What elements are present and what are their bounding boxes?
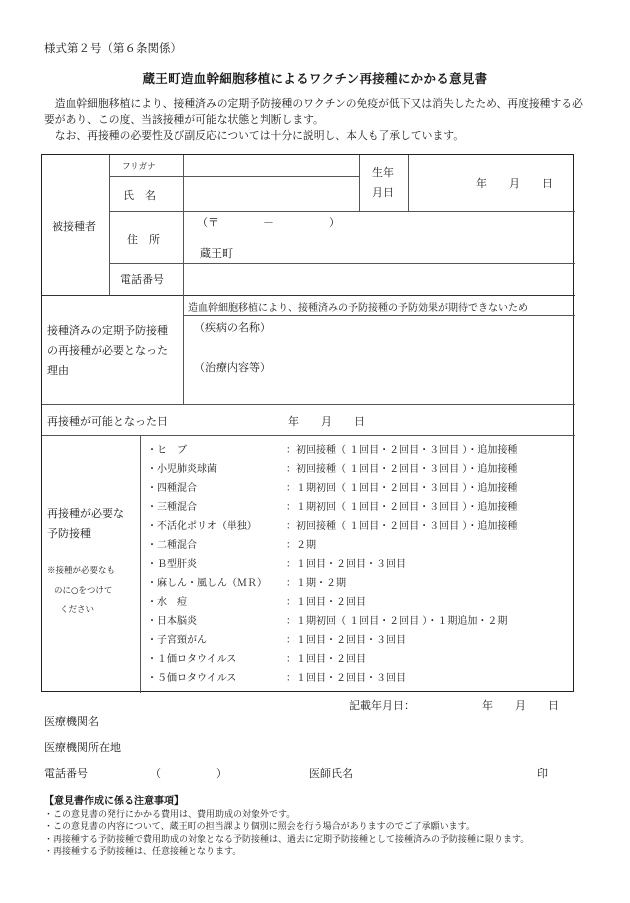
town-name: 蔵王町: [200, 247, 233, 260]
vaccine-doses[interactable]: ：１回目・２回目: [286, 597, 366, 608]
vaccine-name[interactable]: ・不活化ポリオ（単独）: [147, 521, 257, 532]
opinion-form-table: [41, 154, 574, 692]
vaccine-name[interactable]: ・小児肺炎球菌: [147, 464, 217, 475]
note-item: ・この意見書の発行にかかる費用は、費用助成の対象外です。: [44, 809, 296, 820]
entry-date-value: 年 月 日: [482, 699, 559, 712]
vaccine-doses[interactable]: ：１回目・２回目・３回目: [286, 673, 406, 684]
footer-phone-label: 電話番号: [44, 767, 88, 780]
reason-label-line3: 理由: [47, 364, 69, 377]
note-item: ・再接種する予防接種で費用助成の対象となる予防接種は、過去に定期予防接種として接種済みの予防接種に限ります。: [44, 834, 530, 845]
birth-date-value: 年 月 日: [476, 177, 553, 190]
birth-label-line2: 月日: [372, 186, 394, 199]
name-label: 氏 名: [123, 189, 156, 202]
patient-section-label: 被接種者: [52, 220, 96, 233]
vaccine-name[interactable]: ・二種混合: [147, 540, 197, 551]
vaccine-name[interactable]: ・Ｂ型肝炎: [147, 559, 197, 570]
vaccine-doses[interactable]: ：２期: [286, 540, 316, 551]
footer-phone-parentheses: （ ）: [150, 767, 227, 780]
notes-heading: 【意見書作成に係る注意事項】: [44, 796, 184, 807]
vaccine-doses[interactable]: ：１期・２期: [286, 578, 346, 589]
vaccine-name[interactable]: ・子宮頸がん: [147, 635, 207, 646]
reason-statement: 造血幹細胞移植により、接種済みの予防接種の予防効果が期待できないため: [188, 303, 528, 314]
vaccine-name[interactable]: ・５価ロタウイルス: [147, 673, 237, 684]
treatment-label: （治療内容等）: [194, 361, 271, 374]
institution-address-label: 医療機関所在地: [44, 741, 121, 754]
seal-mark: 印: [537, 767, 548, 780]
vaccine-name[interactable]: ・三種混合: [147, 502, 197, 513]
entry-date-label: 記載年月日：: [349, 699, 415, 712]
vaccine-doses[interactable]: ：初回接種（ １回目・２回目・３回目 ）・追加接種: [286, 445, 518, 456]
doctor-name-label: 医師氏名: [309, 767, 353, 780]
vaccine-doses[interactable]: ：１回目・２回目・３回目: [286, 559, 406, 570]
phone-label: 電話番号: [120, 273, 164, 286]
vaccine-doses[interactable]: ：１期初回（ １回目・２回目・３回目 ）・追加接種: [286, 483, 518, 494]
vaccine-name[interactable]: ・ヒ ブ: [147, 445, 187, 456]
vaccines-note-line1: ※接種が必要なも: [47, 566, 116, 576]
vaccines-label-line2: 予防接種: [47, 527, 91, 540]
vaccine-name[interactable]: ・日本脳炎: [147, 616, 197, 627]
birth-label-line1: 生年: [372, 166, 394, 179]
page-title: 蔵王町造血幹細胞移植によるワクチン再接種にかかる意見書: [142, 71, 488, 86]
note-item: ・再接種する予防接種は、任意接種となります。: [44, 847, 242, 857]
intro-paragraph-1: 造血幹細胞移植により、接種済みの定期予防接種のワクチンの免疫が低下又は消失したため、再度接種する必要があり、この度、当該接種が可能な状態と判断します。: [44, 97, 583, 126]
vaccine-name[interactable]: ・四種混合: [147, 483, 197, 494]
intro-text: [44, 96, 590, 144]
reason-label-line1: 接種済みの定期予防接種: [47, 324, 168, 337]
vaccine-doses[interactable]: ：初回接種（ １回目・２回目・３回目 ）・追加接種: [286, 521, 518, 532]
vaccine-doses[interactable]: ：１回目・２回目: [286, 654, 366, 665]
vaccines-note-line2: のに○をつけて: [54, 586, 113, 596]
vaccine-doses[interactable]: ：１期初回（ １回目・２回目・３回目 ）・追加接種: [286, 502, 518, 513]
vaccines-label-line1: 再接種が必要な: [47, 507, 124, 520]
institution-name-label: 医療機関名: [44, 715, 99, 728]
vaccine-name[interactable]: ・麻しん・風しん（ＭＲ）: [147, 578, 267, 589]
intro-paragraph-2: なお、再接種の必要性及び副反応については十分に説明し、本人も了承しています。: [54, 129, 464, 142]
address-label: 住 所: [127, 233, 160, 246]
vaccines-note-line3: ください: [60, 605, 95, 615]
vaccine-doses[interactable]: ：１期初回（ １回目・２回目 ）・１期追加・２期: [286, 616, 508, 627]
reason-label-line2: の再接種が必要となった: [47, 344, 168, 357]
vaccine-doses[interactable]: ：１回目・２回目・３回目: [286, 635, 406, 646]
notes-section: [44, 796, 604, 859]
postal-code-field: （〒 － ）: [197, 216, 340, 229]
furigana-label: フリガナ: [122, 162, 156, 172]
vaccine-name[interactable]: ・水 痘: [147, 597, 187, 608]
form-number: 様式第２号（第６条関係）: [44, 41, 182, 55]
vaccine-doses[interactable]: ：初回接種（ １回目・２回目・３回目 ）・追加接種: [286, 464, 518, 475]
note-item: ・この意見書の内容について、蔵王町の担当課より個別に照会を行う場合がありますのでご了承願います。: [44, 822, 475, 832]
possible-date-label: 再接種が可能となった日: [47, 415, 168, 428]
possible-date-value: 年 月 日: [288, 415, 365, 428]
disease-name-label: （疾病の名称）: [194, 321, 271, 334]
vaccine-name[interactable]: ・１価ロタウイルス: [147, 654, 237, 665]
